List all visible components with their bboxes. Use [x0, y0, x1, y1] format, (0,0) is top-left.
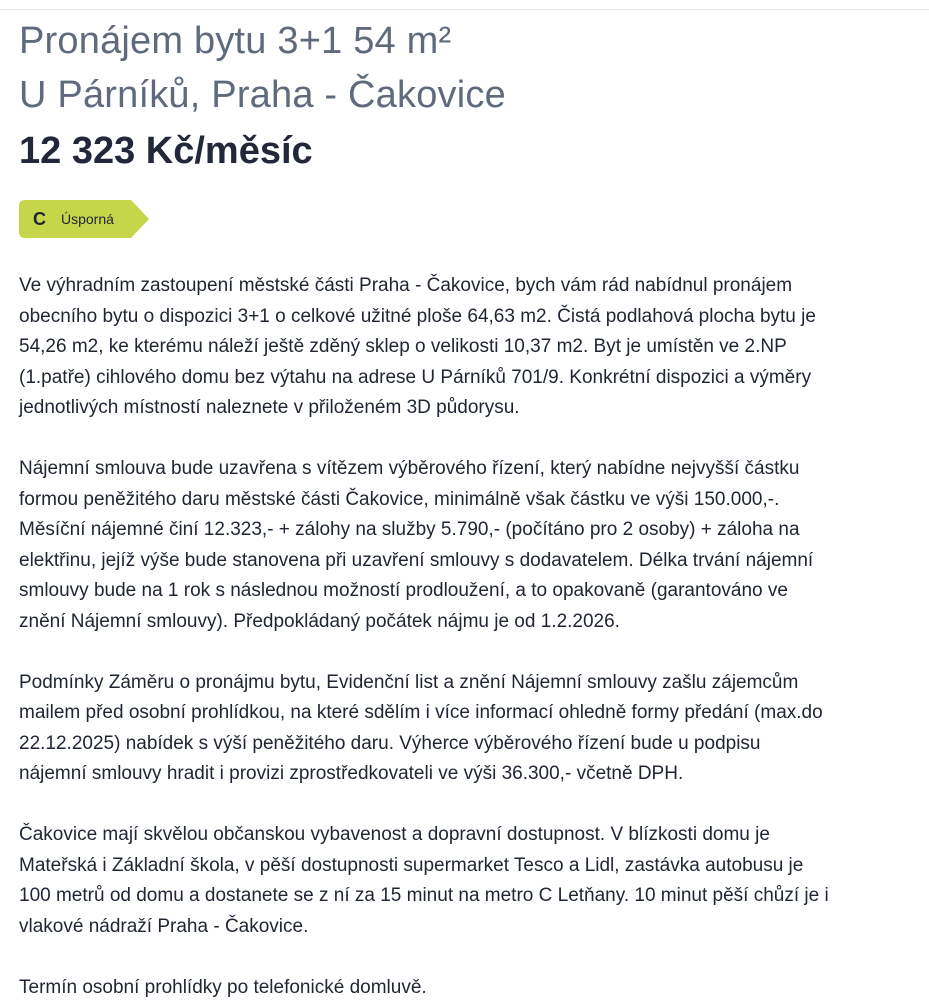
energy-class-letter: C [33, 209, 46, 229]
energy-class-badge [19, 200, 150, 238]
listing-description [19, 271, 914, 1000]
description-paragraph: Čakovice mají skvělou občanskou vybavenost a dopravní dostupnost. V blízkosti domu je Mateřská i Základní škola, v pěší dostupnosti supermarket Tesco a Lidl, zastávka autobusu je 100 metrů od domu a dostanete se z ní za 15 minut na metro C Letňany. 10 minut pěší chůzí je i vlakové nádraží Praha - Čakovice. [19, 824, 829, 937]
listing-title-type: Pronájem bytu 3+1 54 m² [19, 20, 452, 62]
listing-price: 12 323 Kč/měsíc [19, 130, 313, 172]
listing-detail [19, 14, 914, 1000]
header-divider [0, 9, 929, 10]
energy-class-label: Úsporná [61, 211, 114, 227]
description-paragraph: Termín osobní prohlídky po telefonické domluvě. [19, 976, 427, 998]
description-paragraph: Podmínky Záměru o pronájmu bytu, Evidenční list a znění Nájemní smlouvy zašlu zájemcům mailem před osobní prohlídkou, na které sdělím i více informací ohledně formy předání (max.do 22.12.2025) nabídek s výší peněžitého daru. Výherce výběrového řízení bude u podpisu nájemní smlouvy hradit i provizi zprostředkovateli ve výši 36.300,- včetně DPH. [19, 671, 823, 784]
listing-title-address: U Párníků, Praha - Čakovice [19, 74, 506, 116]
description-paragraph: Nájemní smlouva bude uzavřena s vítězem výběrového řízení, který nabídne nejvyšší částku formou peněžitého daru městské části Čakovice, minimálně však částku ve výši 150.000,-. Měsíční nájemné činí 12.323,- + zálohy na služby 5.790,- (počítáno pro 2 osoby) + záloha na elektřinu, jejíž výše bude stanovena při uzavření smlouvy s dodavatelem. Délka trvání nájemní smlouvy bude na 1 rok s následnou možností prodloužení, a to opakovaně (garantováno ve znění Nájemní smlouvy). Předpokládaný počátek nájmu je od 1.2.2026. [19, 458, 814, 632]
description-paragraph: Ve výhradním zastoupení městské části Praha - Čakovice, bych vám rád nabídnul pronájem obecního bytu o dispozici 3+1 o celkové užitné ploše 64,63 m2. Čistá podlahová plocha bytu je 54,26 m2, ke kterému náleží ještě zděný sklep o velikosti 10,37 m2. Byt je umístěn ve 2.NP (1.patře) cihlového domu bez výtahu na adrese U Párníků 701/9. Konkrétní dispozici a výměry jednotlivých místností naleznete v přiloženém 3D půdorysu. [19, 275, 816, 418]
